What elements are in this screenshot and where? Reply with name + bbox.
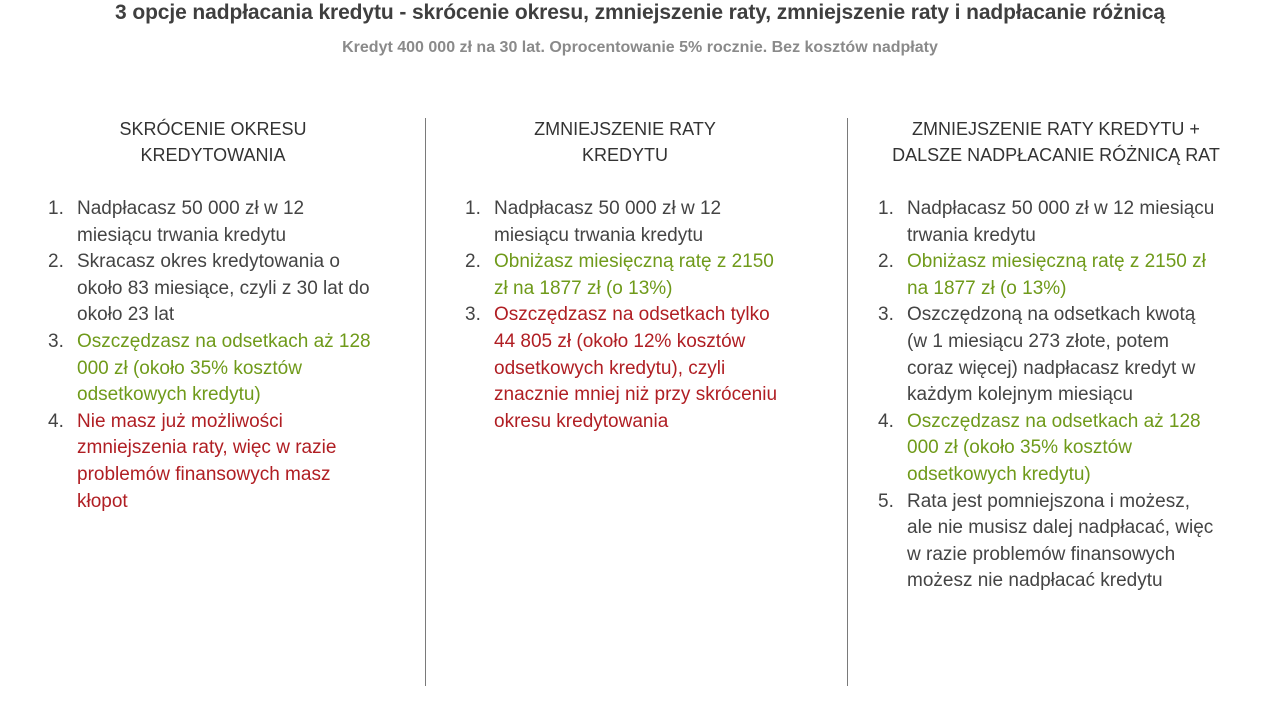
- list-text: Oszczędzasz na odsetkach aż 128 000 zł (około 35% kosztów odsetkowych kredytu): [77, 330, 371, 406]
- list-text: Oszczędzasz na odsetkach tylko 44 805 zł (około 12% kosztów odsetkowych kredytu), czyli znacznie mniej niż przy skróceniu okresu kredytowania: [494, 304, 778, 432]
- column-heading-line: KREDYTOWANIA: [140, 145, 286, 165]
- list-item: [48, 249, 384, 329]
- list-number: 4.: [48, 410, 64, 432]
- option-list: [878, 196, 1218, 595]
- column-heading-line: SKRÓCENIE OKRESU: [119, 119, 307, 139]
- list-item-benefit: [878, 409, 1218, 489]
- list-text: Nadpłacasz 50 000 zł w 12 miesiącu trwania kredytu: [494, 198, 722, 246]
- list-number: 4.: [878, 410, 894, 432]
- list-number: 1.: [465, 198, 481, 219]
- list-text: Obniżasz miesięczną ratę z 2150 zł na 1877 zł (o 13%): [494, 251, 774, 299]
- list-item-benefit: [465, 249, 785, 302]
- list-number: 3.: [48, 330, 64, 352]
- list-text: Skracasz okres kredytowania o około 83 miesiące, czyli z 30 lat do około 23 lat: [77, 251, 370, 326]
- column-heading-line: KREDYTU: [581, 145, 668, 165]
- list-text: Nadpłacasz 50 000 zł w 12 miesiącu trwania kredytu: [907, 198, 1215, 246]
- list-item-benefit: [48, 329, 384, 409]
- option-list: [465, 196, 785, 435]
- list-text: Rata jest pomniejszona i możesz, ale nie musisz dalej nadpłacać, więc w razie problemów finansowych możesz nie nadpłacać kredytu: [907, 490, 1214, 592]
- column-divider-2: [847, 118, 848, 686]
- column-heading-line: ZMNIEJSZENIE RATY: [534, 119, 716, 139]
- page-subtitle: Kredyt 400 000 zł na 30 lat. Oprocentowanie 5% rocznie. Bez kosztów nadpłaty: [342, 39, 938, 56]
- list-number: 2.: [465, 251, 481, 273]
- list-number: 5.: [878, 490, 894, 512]
- option-list: [48, 196, 384, 515]
- column-shorten-period: [48, 116, 384, 515]
- page-title: 3 opcje nadpłacania kredytu - skrócenie okresu, zmniejszenie raty, zmniejszenie raty i nadpłacanie różnicą: [115, 1, 1165, 24]
- column-reduce-installment: [465, 116, 785, 435]
- list-number: 3.: [878, 304, 894, 326]
- list-number: 2.: [48, 251, 64, 273]
- column-heading-line: ZMNIEJSZENIE RATY KREDYTU +: [912, 119, 1200, 139]
- list-item: [878, 489, 1218, 595]
- list-item: [465, 196, 785, 249]
- column-divider-1: [425, 118, 426, 686]
- list-item: [878, 196, 1218, 249]
- column-heading-line: DALSZE NADPŁACANIE RÓŻNICĄ RAT: [892, 145, 1220, 165]
- list-text: Obniżasz miesięczną ratę z 2150 zł na 1877 zł (o 13%): [907, 251, 1206, 299]
- list-number: 1.: [48, 198, 64, 219]
- list-text: Oszczędzoną na odsetkach kwotą (w 1 miesiącu 273 złote, potem coraz więcej) nadpłacasz kredyt w każdym kolejnym miesiącu: [907, 304, 1196, 406]
- list-number: 3.: [465, 304, 481, 326]
- list-item-drawback: [48, 409, 384, 515]
- list-item: [878, 302, 1218, 408]
- list-item-drawback: [465, 302, 785, 435]
- list-text: Nie masz już możliwości zmniejszenia raty, więc w razie problemów finansowych masz kłopot: [77, 410, 337, 512]
- list-number: 2.: [878, 251, 894, 273]
- column-heading: [860, 116, 1252, 168]
- list-text: Nadpłacasz 50 000 zł w 12 miesiącu trwania kredytu: [77, 198, 305, 246]
- list-text: Oszczędzasz na odsetkach aż 128 000 zł (około 35% kosztów odsetkowych kredytu): [907, 410, 1201, 485]
- column-heading: [465, 116, 785, 168]
- list-item-benefit: [878, 249, 1218, 302]
- column-reduce-and-overpay: [878, 116, 1218, 595]
- column-heading: [48, 116, 378, 168]
- list-item: [48, 196, 384, 249]
- list-number: 1.: [878, 198, 894, 219]
